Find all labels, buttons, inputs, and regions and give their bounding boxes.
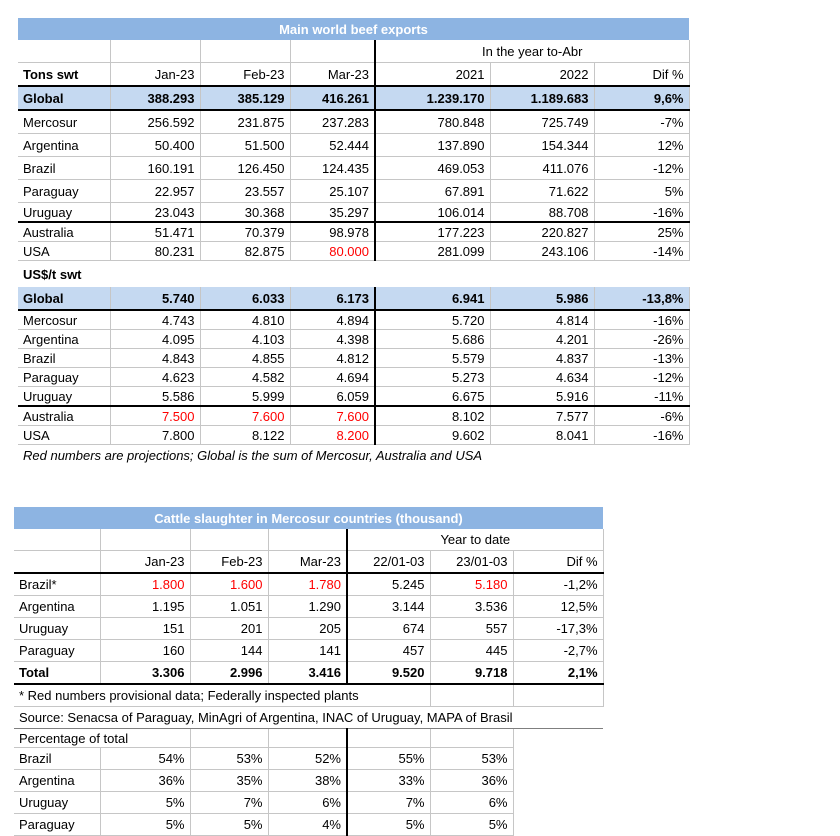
col-header xyxy=(14,551,100,574)
empty-cell xyxy=(347,729,430,748)
data-cell: 9,6% xyxy=(594,86,689,110)
data-cell: -12% xyxy=(594,157,689,180)
data-cell: 3.306 xyxy=(100,662,190,685)
data-cell: 1.051 xyxy=(190,596,268,618)
section-label: Percentage of total xyxy=(14,729,190,748)
data-cell: 1.800 xyxy=(100,573,190,596)
data-cell: 52% xyxy=(268,748,347,770)
data-cell: 23.557 xyxy=(200,180,290,203)
data-cell: 7.500 xyxy=(110,406,200,426)
data-cell: 5% xyxy=(100,814,190,836)
data-cell: 106.014 xyxy=(375,203,490,223)
data-cell: 4.582 xyxy=(200,368,290,387)
data-cell: -14% xyxy=(594,242,689,261)
empty-cell xyxy=(513,748,603,770)
data-cell: 4.634 xyxy=(490,368,594,387)
data-cell: 36% xyxy=(100,770,190,792)
row-label: Australia xyxy=(18,222,110,242)
data-cell: 50.400 xyxy=(110,134,200,157)
data-cell: 151 xyxy=(100,618,190,640)
table-title: Cattle slaughter in Mercosur countries (thousand) xyxy=(14,507,603,529)
row-label: Uruguay xyxy=(14,618,100,640)
data-cell: 4.201 xyxy=(490,330,594,349)
data-cell: 256.592 xyxy=(110,110,200,134)
data-cell: 4.743 xyxy=(110,310,200,330)
data-cell: 4.623 xyxy=(110,368,200,387)
data-cell: -13,8% xyxy=(594,287,689,310)
data-cell: -12% xyxy=(594,368,689,387)
data-cell: 4% xyxy=(268,814,347,836)
data-cell: 8.102 xyxy=(375,406,490,426)
data-cell: 7.577 xyxy=(490,406,594,426)
data-cell: 4.843 xyxy=(110,349,200,368)
data-cell: 7% xyxy=(190,792,268,814)
data-cell: 445 xyxy=(430,640,513,662)
row-label: Total xyxy=(14,662,100,685)
data-cell: 25.107 xyxy=(290,180,375,203)
data-cell: 4.810 xyxy=(200,310,290,330)
table-title: Main world beef exports xyxy=(18,18,689,40)
data-cell: 35% xyxy=(190,770,268,792)
footnote: Red numbers are projections; Global is the sum of Mercosur, Australia and USA xyxy=(23,447,483,463)
row-label: Global xyxy=(18,287,110,310)
empty-cell xyxy=(430,684,513,707)
data-cell: 55% xyxy=(347,748,430,770)
data-cell: -11% xyxy=(594,387,689,407)
data-cell: 53% xyxy=(190,748,268,770)
data-cell: 5% xyxy=(594,180,689,203)
data-cell: 160 xyxy=(100,640,190,662)
data-cell: 6% xyxy=(430,792,513,814)
empty-cell xyxy=(110,40,200,63)
data-cell: -7% xyxy=(594,110,689,134)
data-cell: 469.053 xyxy=(375,157,490,180)
col-header: Mar-23 xyxy=(268,551,347,574)
data-cell: 5% xyxy=(100,792,190,814)
data-cell: 4.398 xyxy=(290,330,375,349)
data-cell: 33% xyxy=(347,770,430,792)
data-cell: 126.450 xyxy=(200,157,290,180)
data-cell: 5.916 xyxy=(490,387,594,407)
data-cell: 98.978 xyxy=(290,222,375,242)
col-header: Feb-23 xyxy=(200,63,290,87)
data-cell: -26% xyxy=(594,330,689,349)
empty-cell xyxy=(14,529,100,551)
data-cell: 141 xyxy=(268,640,347,662)
data-cell: -13% xyxy=(594,349,689,368)
data-cell: -16% xyxy=(594,426,689,445)
row-label: USA xyxy=(18,426,110,445)
data-cell: 7.800 xyxy=(110,426,200,445)
data-cell: 23.043 xyxy=(110,203,200,223)
data-cell: 388.293 xyxy=(110,86,200,110)
data-cell: 1.600 xyxy=(190,573,268,596)
data-cell: 385.129 xyxy=(200,86,290,110)
data-cell: 4.855 xyxy=(200,349,290,368)
row-label: Australia xyxy=(18,406,110,426)
data-cell: 6% xyxy=(268,792,347,814)
row-label: Uruguay xyxy=(18,203,110,223)
data-cell: 4.103 xyxy=(200,330,290,349)
data-cell: 6.033 xyxy=(200,287,290,310)
data-cell: 5.180 xyxy=(430,573,513,596)
row-label: Argentina xyxy=(14,770,100,792)
data-cell: 7.600 xyxy=(290,406,375,426)
data-cell: 22.957 xyxy=(110,180,200,203)
data-cell: 201 xyxy=(190,618,268,640)
row-label: Paraguay xyxy=(18,368,110,387)
empty-cell xyxy=(430,729,513,748)
data-cell: 160.191 xyxy=(110,157,200,180)
data-cell: 12,5% xyxy=(513,596,603,618)
data-cell: 1.195 xyxy=(100,596,190,618)
col-header: Jan-23 xyxy=(110,63,200,87)
data-cell: 5.273 xyxy=(375,368,490,387)
data-cell: 5.586 xyxy=(110,387,200,407)
data-cell: 5.579 xyxy=(375,349,490,368)
col-header: 2022 xyxy=(490,63,594,87)
data-cell: 8.041 xyxy=(490,426,594,445)
data-cell: 5.986 xyxy=(490,287,594,310)
data-cell: 4.894 xyxy=(290,310,375,330)
row-label: Paraguay xyxy=(14,814,100,836)
data-cell: 51.471 xyxy=(110,222,200,242)
data-cell: 457 xyxy=(347,640,430,662)
data-cell: 4.814 xyxy=(490,310,594,330)
data-cell: 3.416 xyxy=(268,662,347,685)
data-cell: 411.076 xyxy=(490,157,594,180)
empty-cell xyxy=(513,684,603,707)
data-cell: 4.095 xyxy=(110,330,200,349)
data-cell: 7% xyxy=(347,792,430,814)
empty-cell xyxy=(513,729,603,748)
beef-exports-table xyxy=(18,18,690,465)
row-label: Brazil xyxy=(14,748,100,770)
data-cell: 2,1% xyxy=(513,662,603,685)
data-cell: 9.718 xyxy=(430,662,513,685)
data-cell: 12% xyxy=(594,134,689,157)
data-cell: 51.500 xyxy=(200,134,290,157)
empty-cell xyxy=(513,770,603,792)
data-cell: 177.223 xyxy=(375,222,490,242)
span-header: Year to date xyxy=(347,529,603,551)
col-header: Jan-23 xyxy=(100,551,190,574)
col-header: Mar-23 xyxy=(290,63,375,87)
data-cell: 205 xyxy=(268,618,347,640)
data-cell: 725.749 xyxy=(490,110,594,134)
data-cell: 6.059 xyxy=(290,387,375,407)
row-label: Argentina xyxy=(14,596,100,618)
row-label: Paraguay xyxy=(18,180,110,203)
data-cell: 8.122 xyxy=(200,426,290,445)
data-cell: 36% xyxy=(430,770,513,792)
data-cell: 54% xyxy=(100,748,190,770)
data-cell: 4.812 xyxy=(290,349,375,368)
data-cell: 80.000 xyxy=(290,242,375,261)
data-cell: 53% xyxy=(430,748,513,770)
data-cell: 1.780 xyxy=(268,573,347,596)
data-cell: 80.231 xyxy=(110,242,200,261)
data-cell: -16% xyxy=(594,310,689,330)
data-cell: 220.827 xyxy=(490,222,594,242)
data-cell: 5.245 xyxy=(347,573,430,596)
data-cell: 557 xyxy=(430,618,513,640)
data-cell: 5.740 xyxy=(110,287,200,310)
data-cell: 25% xyxy=(594,222,689,242)
data-cell: 88.708 xyxy=(490,203,594,223)
data-cell: 82.875 xyxy=(200,242,290,261)
empty-cell xyxy=(513,814,603,836)
empty-cell xyxy=(290,40,375,63)
data-cell: 281.099 xyxy=(375,242,490,261)
data-cell: 6.173 xyxy=(290,287,375,310)
row-label: Paraguay xyxy=(14,640,100,662)
col-header: 2021 xyxy=(375,63,490,87)
col-header: Dif % xyxy=(594,63,689,87)
span-header: In the year to-Abr xyxy=(375,40,689,63)
col-header: Tons swt xyxy=(18,63,110,87)
data-cell: 674 xyxy=(347,618,430,640)
data-cell: 237.283 xyxy=(290,110,375,134)
section-label: US$/t swt xyxy=(23,266,82,282)
empty-cell xyxy=(100,529,190,551)
row-label: Argentina xyxy=(18,330,110,349)
row-label: Brazil xyxy=(18,349,110,368)
data-cell: 231.875 xyxy=(200,110,290,134)
col-header: 23/01-03 xyxy=(430,551,513,574)
footnote: Source: Senacsa of Paraguay, MinAgri of Argentina, INAC of Uruguay, MAPA of Brasil xyxy=(14,707,603,729)
data-cell: 154.344 xyxy=(490,134,594,157)
data-cell: 70.379 xyxy=(200,222,290,242)
empty-cell xyxy=(268,529,347,551)
data-cell: 71.622 xyxy=(490,180,594,203)
data-cell: -6% xyxy=(594,406,689,426)
data-cell: 124.435 xyxy=(290,157,375,180)
data-cell: 67.891 xyxy=(375,180,490,203)
data-cell: -16% xyxy=(594,203,689,223)
row-label: Argentina xyxy=(18,134,110,157)
data-cell: 30.368 xyxy=(200,203,290,223)
empty-cell xyxy=(200,40,290,63)
row-label: Uruguay xyxy=(18,387,110,407)
data-cell: 6.941 xyxy=(375,287,490,310)
empty-cell xyxy=(268,729,347,748)
data-cell: 4.694 xyxy=(290,368,375,387)
data-cell: 416.261 xyxy=(290,86,375,110)
row-label: USA xyxy=(18,242,110,261)
data-cell: 5% xyxy=(190,814,268,836)
data-cell: 144 xyxy=(190,640,268,662)
data-cell: 7.600 xyxy=(200,406,290,426)
data-cell: 9.520 xyxy=(347,662,430,685)
col-header: Feb-23 xyxy=(190,551,268,574)
col-header: 22/01-03 xyxy=(347,551,430,574)
data-cell: 780.848 xyxy=(375,110,490,134)
row-label: Brazil xyxy=(18,157,110,180)
data-cell: 35.297 xyxy=(290,203,375,223)
row-label: Brazil* xyxy=(14,573,100,596)
data-cell: 38% xyxy=(268,770,347,792)
data-cell: 5.686 xyxy=(375,330,490,349)
data-cell: 6.675 xyxy=(375,387,490,407)
row-label: Mercosur xyxy=(18,310,110,330)
row-label: Global xyxy=(18,86,110,110)
data-cell: 137.890 xyxy=(375,134,490,157)
empty-cell xyxy=(18,40,110,63)
data-cell: 52.444 xyxy=(290,134,375,157)
data-cell: 3.144 xyxy=(347,596,430,618)
data-cell: 4.837 xyxy=(490,349,594,368)
data-cell: 9.602 xyxy=(375,426,490,445)
data-cell: 2.996 xyxy=(190,662,268,685)
col-header: Dif % xyxy=(513,551,603,574)
data-cell: 1.189.683 xyxy=(490,86,594,110)
row-label: Uruguay xyxy=(14,792,100,814)
footnote: * Red numbers provisional data; Federally inspected plants xyxy=(14,684,430,707)
cattle-slaughter-table xyxy=(14,507,604,836)
data-cell: 5.999 xyxy=(200,387,290,407)
row-label: Mercosur xyxy=(18,110,110,134)
data-cell: 5% xyxy=(430,814,513,836)
data-cell: 8.200 xyxy=(290,426,375,445)
empty-cell xyxy=(190,729,268,748)
data-cell: 5% xyxy=(347,814,430,836)
data-cell: 243.106 xyxy=(490,242,594,261)
empty-cell xyxy=(190,529,268,551)
data-cell: -17,3% xyxy=(513,618,603,640)
data-cell: 1.239.170 xyxy=(375,86,490,110)
data-cell: -2,7% xyxy=(513,640,603,662)
data-cell: 3.536 xyxy=(430,596,513,618)
data-cell: -1,2% xyxy=(513,573,603,596)
data-cell: 5.720 xyxy=(375,310,490,330)
data-cell: 1.290 xyxy=(268,596,347,618)
